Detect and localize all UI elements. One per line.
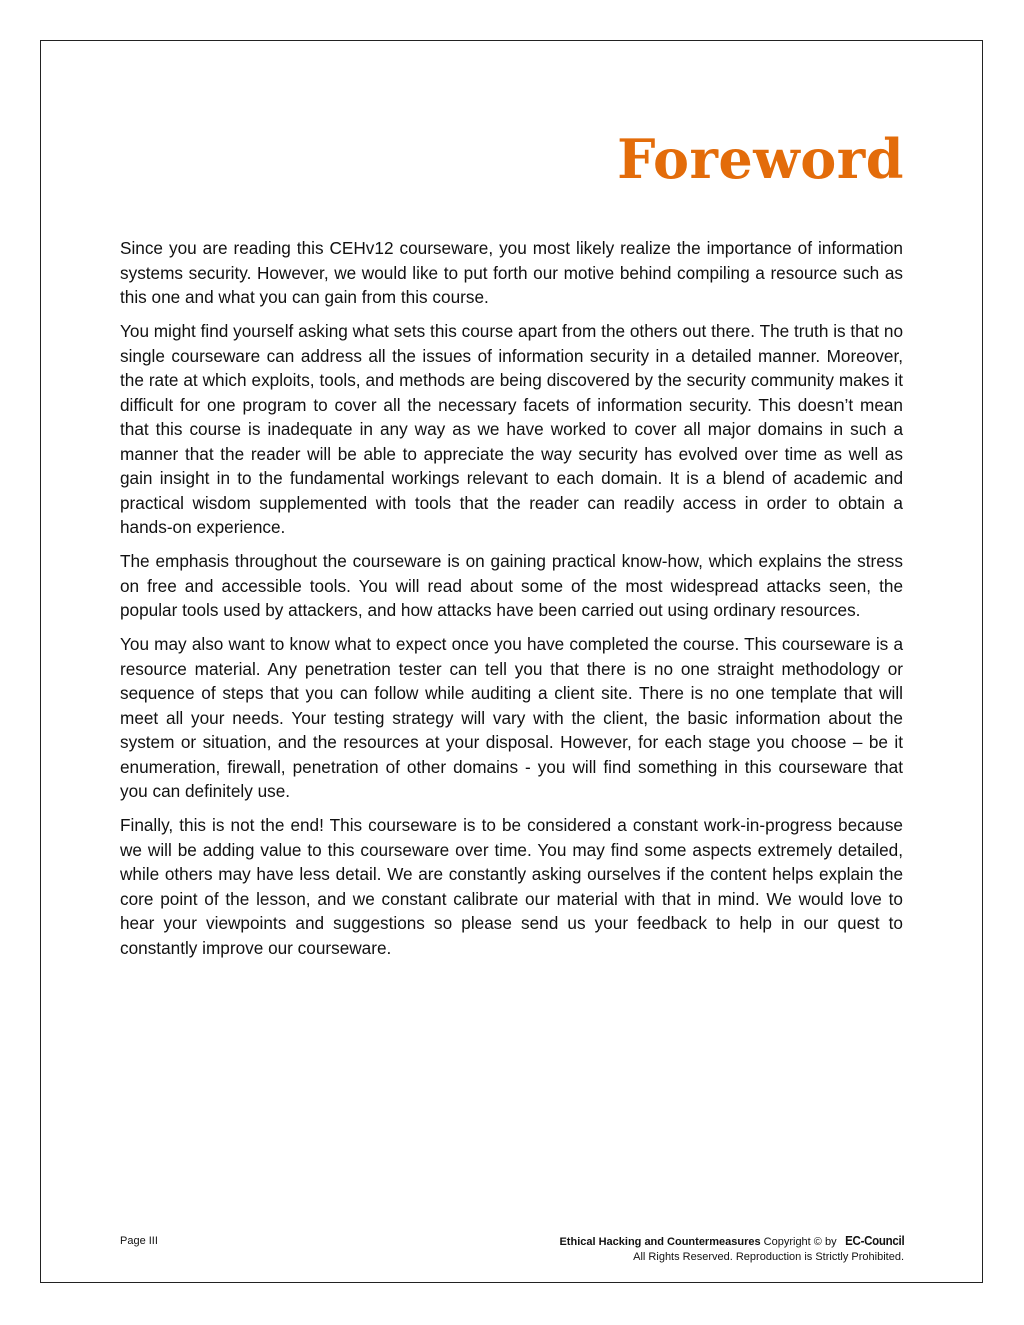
copyright-text: Copyright © by <box>763 1236 837 1248</box>
paragraph-5: Finally, this is not the end! This courseware is to be considered a constant work-in-progress because we will be adding value to this courseware over time. You may find some aspects extremely detailed, while others may have less detail. We are constantly asking ourselves if the content helps explain the core point of the lesson, and we constant calibrate our material with that in mind. We would love to hear your viewpoints and suggestions so please send us your feedback to help in our quest to constantly improve our courseware. <box>120 815 903 958</box>
page-title: Foreword <box>617 127 904 191</box>
page-number: Page III <box>120 1235 158 1247</box>
copyright-line <box>559 1234 904 1250</box>
foreword-body <box>120 236 903 970</box>
footer-copyright <box>559 1234 904 1265</box>
paragraph-3: The emphasis throughout the courseware is on gaining practical know-how, which explains the stress on free and accessible tools. You will read about some of the most widespread attacks seen, the popular tools used by attackers, and how attacks have been carried out using ordinary resources. <box>120 551 903 620</box>
course-name: Ethical Hacking and Countermeasures <box>559 1236 761 1248</box>
paragraph-2: You might find yourself asking what sets this course apart from the others out there. The truth is that no single courseware can address all the issues of information security in a detailed manner. Moreover, the rate at which exploits, tools, and methods are being discovered by the security community makes it difficult for one program to cover all the necessary facets of information security. This doesn’t mean that this course is inadequate in any way as we have worked to cover all major domains in such a manner that the reader will be able to appreciate the way security has evolved over time as well as gain insight in to the fundamental workings relevant to each domain. It is a blend of academic and practical wisdom supplemented with tools that the reader can readily access in order to obtain a hands-on experience. <box>120 321 903 537</box>
paragraph-4: You may also want to know what to expect once you have completed the course. This courseware is a resource material. Any penetration tester can tell you that there is no one straight methodology or sequence of steps that you can follow while auditing a client site. There is no one template that will meet all your needs. Your testing strategy will vary with the client, the basic information about the system or situation, and the resources at your disposal. However, for each stage you choose – be it enumeration, firewall, penetration of other domains - you will find something in this courseware that you can definitely use. <box>120 634 903 801</box>
rights-line: All Rights Reserved. Reproduction is Strictly Prohibited. <box>633 1251 904 1263</box>
paragraph-1: Since you are reading this CEHv12 courseware, you most likely realize the importance of information systems security. However, we would like to put forth our motive behind compiling a resource such as this one and what you can gain from this course. <box>120 238 903 307</box>
ec-council-logo: EC-Council <box>844 1234 904 1248</box>
